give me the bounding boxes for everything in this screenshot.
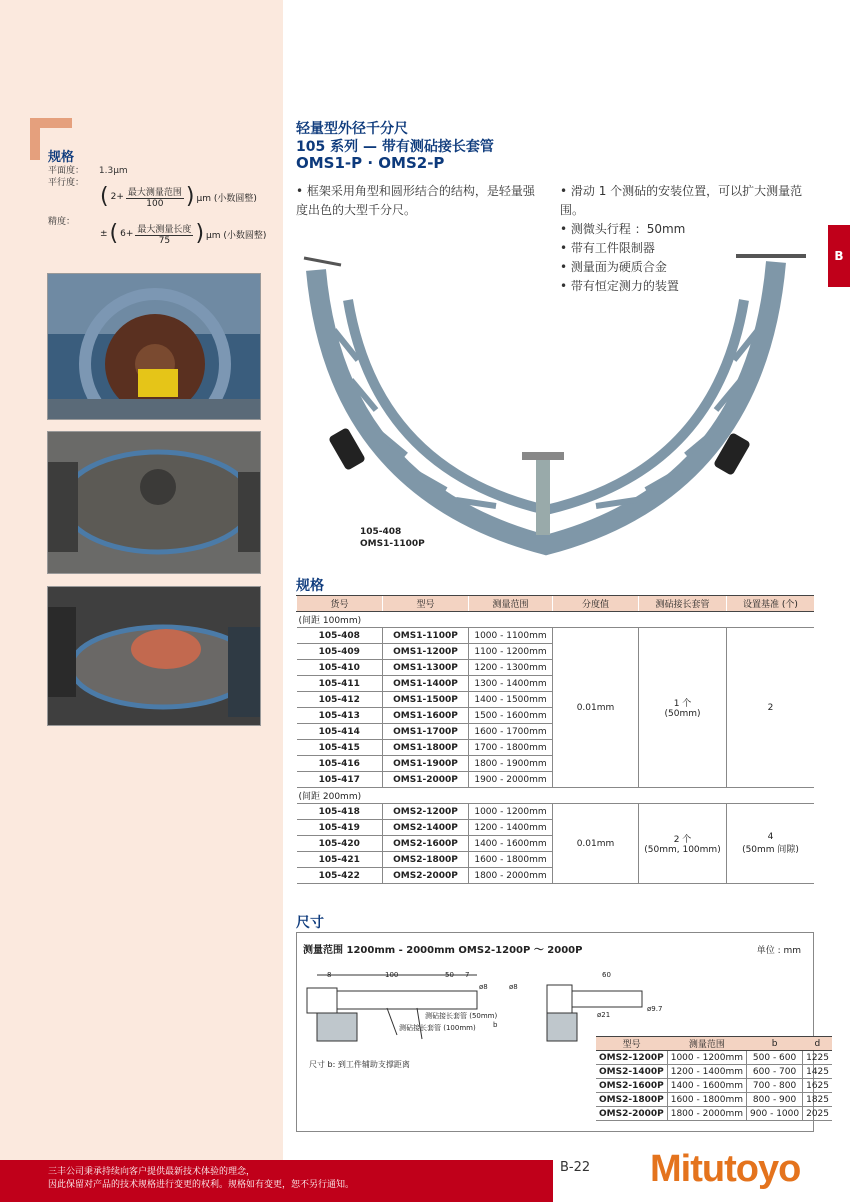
cell-code: 105-422: [297, 868, 383, 884]
formula-numerator: 最大测量范围: [126, 185, 184, 199]
cell-code: 105-409: [297, 644, 383, 660]
cell-code: 105-413: [297, 708, 383, 724]
cell-setting-text: 4: [767, 832, 774, 842]
cell-range: 1800 - 2000mm: [469, 868, 553, 884]
cell-range: 1500 - 1600mm: [469, 708, 553, 724]
formula-fraction: [126, 185, 184, 209]
cell-code: 105-411: [297, 676, 383, 692]
cell-model: OMS1-1100P: [383, 628, 469, 644]
cell-code: 105-412: [297, 692, 383, 708]
cell-range: 1600 - 1800mm: [469, 852, 553, 868]
formula-inner: 6+: [120, 229, 134, 239]
dim-table-header: [596, 1037, 832, 1051]
formula-numerator: 最大测量长度: [135, 222, 193, 236]
header-resolution: 分度值: [553, 596, 639, 612]
cell-model: OMS1-1400P: [383, 676, 469, 692]
section-tab: B: [828, 225, 850, 287]
callout-extension-100: 测砧接长套管 (100mm): [399, 1024, 476, 1032]
dim-cell-range: 1000 - 1200mm: [667, 1051, 746, 1065]
dimension-drawing: [297, 963, 813, 1043]
header-code: 货号: [297, 596, 383, 612]
dim-label-b: b: [493, 1021, 498, 1029]
spec-table-header: [297, 596, 815, 612]
cell-code: 105-420: [297, 836, 383, 852]
dimensions-subtitle: 测量范围 1200mm - 2000mm OMS2-1200P ～ 2000P: [303, 945, 583, 956]
group-row: [297, 612, 815, 628]
dim-cell-model: OMS2-1800P: [596, 1093, 667, 1107]
dim-header-b: b: [747, 1037, 803, 1051]
table-row: [596, 1065, 832, 1079]
dim-cell-b: 600 - 700: [747, 1065, 803, 1079]
header-range: 测量范围: [469, 596, 553, 612]
dim-cell-d: 1225: [803, 1051, 832, 1065]
cell-range: 1200 - 1300mm: [469, 660, 553, 676]
dim-cell-d: 1425: [803, 1065, 832, 1079]
cell-model: OMS2-1200P: [383, 804, 469, 820]
dim-label-d8a: ø8: [479, 983, 488, 991]
cell-model: OMS1-2000P: [383, 772, 469, 788]
cell-model: OMS1-1500P: [383, 692, 469, 708]
dim-cell-range: 1400 - 1600mm: [667, 1079, 746, 1093]
cell-extension: [639, 804, 727, 884]
dim-label-d97: ø9.7: [647, 1005, 663, 1013]
cell-setting: [727, 804, 815, 884]
group-label: (间距 200mm): [297, 788, 815, 804]
dim-cell-range: 1200 - 1400mm: [667, 1065, 746, 1079]
cell-model: OMS2-1400P: [383, 820, 469, 836]
dim-cell-range: 1600 - 1800mm: [667, 1093, 746, 1107]
formula-suffix: μm (小数圆整): [196, 193, 257, 204]
page-number: B-22: [560, 1160, 591, 1175]
table-row: [596, 1079, 832, 1093]
spec-table: [296, 595, 814, 884]
formula-prefix: ±: [100, 229, 108, 239]
brand-logo: Mitutoyo: [650, 1148, 801, 1190]
cell-range: 1800 - 1900mm: [469, 756, 553, 772]
callout-extension-50: 测砧接长套管 (50mm): [425, 1012, 498, 1020]
cell-range: 1400 - 1500mm: [469, 692, 553, 708]
cell-code: 105-419: [297, 820, 383, 836]
unit-label: 单位 : mm: [756, 946, 801, 956]
dim-cell-b: 500 - 600: [747, 1051, 803, 1065]
dim-cell-model: OMS2-2000P: [596, 1107, 667, 1121]
cell-code: 105-417: [297, 772, 383, 788]
bullet-left-1: • 框架采用角型和圆形结合的结构，是轻量强: [296, 184, 535, 198]
cell-range: 1600 - 1700mm: [469, 724, 553, 740]
cell-range: 1400 - 1600mm: [469, 836, 553, 852]
spec-table-heading: 规格: [296, 578, 324, 594]
dim-cell-d: 1625: [803, 1079, 832, 1093]
cell-code: 105-408: [297, 628, 383, 644]
bullet-right-1: • 滑动 1 个测砧的安装位置，可以扩大测量范: [560, 184, 803, 198]
cell-code: 105-410: [297, 660, 383, 676]
bullet-left-2: 度出色的大型千分尺。: [296, 203, 417, 217]
formula-denominator: 75: [158, 236, 171, 246]
cell-model: OMS2-1800P: [383, 852, 469, 868]
cell-resolution: [553, 804, 639, 884]
cell-extension-text: (50mm): [664, 709, 701, 719]
accuracy-label: 精度：: [48, 217, 76, 227]
cell-extension: [639, 628, 727, 788]
sidebar-spec-title: 规格: [48, 150, 75, 165]
cell-resolution: [553, 628, 639, 788]
cell-model: OMS1-1800P: [383, 740, 469, 756]
photo-ring-frame: [47, 273, 261, 420]
footer-line-2: 因此保留对产品的技术规格进行变更的权利。规格如有变更，恕不另行通知。: [48, 1180, 355, 1190]
image-caption: [360, 526, 425, 550]
product-title-line1: 轻量型外径千分尺: [296, 121, 408, 137]
header-extension: 测砧接长套管: [639, 596, 727, 612]
dim-cell-b: 700 - 800: [747, 1079, 803, 1093]
dim-cell-model: OMS2-1600P: [596, 1079, 667, 1093]
cell-model: OMS1-1200P: [383, 644, 469, 660]
dim-label-100: 100: [385, 971, 399, 979]
table-row: [596, 1107, 832, 1121]
dim-cell-d: 2025: [803, 1107, 832, 1121]
cell-model: OMS2-2000P: [383, 868, 469, 884]
caption-model: OMS1-1100P: [360, 539, 425, 549]
flatness-label: 平面度：: [48, 166, 85, 176]
formula-denominator: 100: [146, 199, 164, 209]
footer-disclaimer: [48, 1166, 354, 1192]
cell-model: OMS1-1900P: [383, 756, 469, 772]
cell-code: 105-418: [297, 804, 383, 820]
product-title-line3: OMS1-P · OMS2-P: [296, 154, 445, 172]
table-row: [596, 1093, 832, 1107]
caption-code: 105-408: [360, 527, 402, 537]
cell-resolution-text: 0.01mm: [576, 838, 615, 849]
cell-model: OMS1-1600P: [383, 708, 469, 724]
dim-header-d: d: [803, 1037, 832, 1051]
header-model: 型号: [383, 596, 469, 612]
dim-label-7: 7: [465, 971, 470, 979]
table-row: [297, 804, 815, 820]
dim-label-50: 50: [445, 971, 454, 979]
cell-extension-text: (50mm, 100mm): [644, 845, 721, 855]
cell-model: OMS2-1600P: [383, 836, 469, 852]
bullet-right-4: • 带有工件限制器: [560, 241, 655, 255]
left-sidebar-band: [0, 0, 283, 1160]
dim-label-60: 60: [602, 971, 611, 979]
photo-workers-hub: [47, 586, 261, 726]
micrometer-illustration: [296, 240, 816, 560]
cell-extension-text: 2 个: [673, 835, 692, 845]
parallelism-label: 平行度：: [48, 178, 85, 188]
cell-code: 105-416: [297, 756, 383, 772]
cell-setting-text: 2: [767, 702, 774, 713]
formula-fraction: [135, 222, 193, 246]
product-title-line2: 105 系列 — 带有测砧接长套管: [296, 139, 494, 155]
dimension-note: 尺寸 b: 到工件辅助支撑距离: [309, 1060, 410, 1069]
dim-label-8: 8: [327, 971, 332, 979]
dim-header-range: 测量范围: [667, 1037, 746, 1051]
dim-label-d8b: ø8: [509, 983, 518, 991]
dim-cell-model: OMS2-1400P: [596, 1065, 667, 1079]
dimensions-heading: 尺寸: [296, 915, 324, 931]
cell-code: 105-415: [297, 740, 383, 756]
cell-code: 105-421: [297, 852, 383, 868]
cell-resolution-text: 0.01mm: [576, 702, 615, 713]
dim-cell-d: 1825: [803, 1093, 832, 1107]
cell-model: OMS1-1700P: [383, 724, 469, 740]
cell-range: 1700 - 1800mm: [469, 740, 553, 756]
cell-model: OMS1-1300P: [383, 660, 469, 676]
cell-range: 1000 - 1200mm: [469, 804, 553, 820]
dim-header-model: 型号: [596, 1037, 667, 1051]
bullet-right-6: • 带有恒定测力的装置: [560, 279, 679, 293]
dim-cell-b: 900 - 1000: [747, 1107, 803, 1121]
cell-code: 105-414: [297, 724, 383, 740]
photo-workers-disk: [47, 431, 261, 574]
bullet-right-3: • 测微头行程 ：50mm: [560, 222, 686, 236]
cell-setting-text: (50mm 间隙): [742, 845, 799, 855]
cell-range: 1300 - 1400mm: [469, 676, 553, 692]
cell-range: 1900 - 2000mm: [469, 772, 553, 788]
dim-label-d21: ø21: [597, 1011, 611, 1019]
header-setting: 设置基准 (个): [727, 596, 815, 612]
bullet-right-2: 围。: [560, 203, 585, 217]
cell-range: 1000 - 1100mm: [469, 628, 553, 644]
parallelism-formula: ( 2+ $\frac{\text{最大测量范围}}{100}$ ) μm (小数圆整): [100, 184, 257, 209]
footer-line-1: 三丰公司秉承持续向客户提供最新技术体验的理念，: [48, 1167, 256, 1177]
cell-range: 1100 - 1200mm: [469, 644, 553, 660]
formula-suffix: μm (小数圆整): [206, 230, 267, 241]
table-row: [596, 1051, 832, 1065]
group-row: [297, 788, 815, 804]
dimension-table: [596, 1036, 832, 1121]
flatness-value: 1.3μm: [98, 166, 128, 176]
table-row: [297, 628, 815, 644]
dim-cell-range: 1800 - 2000mm: [667, 1107, 746, 1121]
dim-cell-model: OMS2-1200P: [596, 1051, 667, 1065]
cell-extension-text: 1 个: [673, 699, 692, 709]
cell-range: 1200 - 1400mm: [469, 820, 553, 836]
bullet-right-5: • 测量面为硬质合金: [560, 260, 667, 274]
group-label: (间距 100mm): [297, 612, 815, 628]
cell-setting: [727, 628, 815, 788]
formula-prefix: 2+: [110, 192, 124, 202]
dim-cell-b: 800 - 900: [747, 1093, 803, 1107]
accuracy-formula: ± ( 6+ $\frac{\text{最大测量长度}}{75}$ ) μm (小数圆整): [100, 221, 267, 246]
